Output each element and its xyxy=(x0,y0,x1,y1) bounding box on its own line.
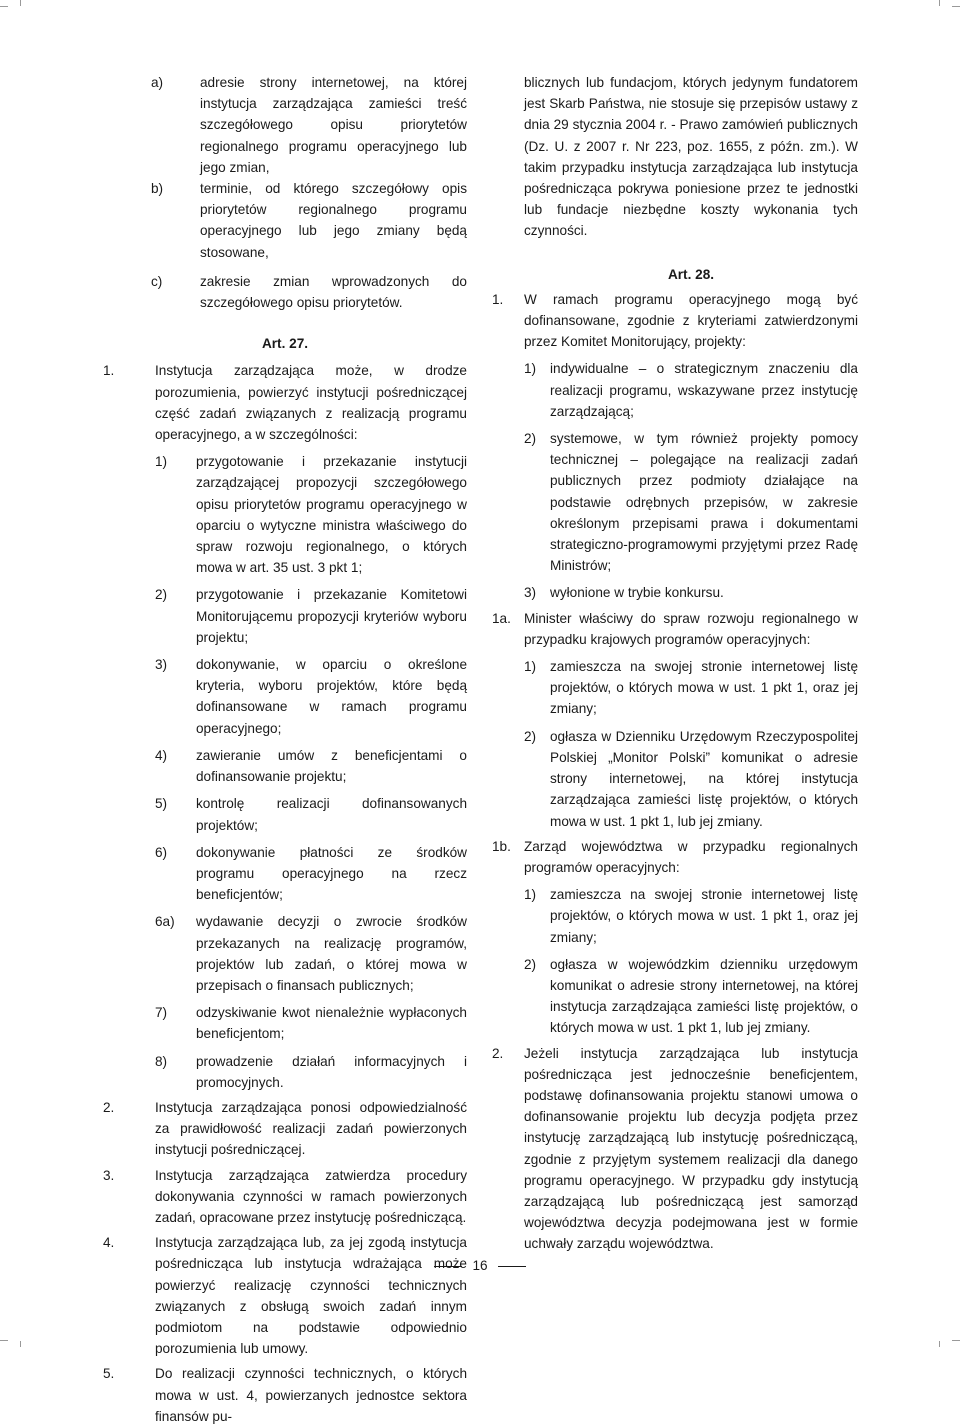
paragraph: 2. Instytucja zarządzająca ponosi odpowiedzialność za prawidłowość realizacji zadań powierzonych instytucji pośredniczącej. xyxy=(103,1099,467,1158)
list-item: 2) przygotowanie i przekazanie Komitetowi Monitorującemu propozycji kryteriów wyboru projektu; xyxy=(155,587,467,645)
list-item: 2) ogłasza w wojewódzkim dzienniku urzędowym komunikat o adresie strony internetowej, na której instytucja zarządzająca zamieści listę projektów, o których mowa w ust. 1 pkt 1, lub jej zmiany. xyxy=(524,956,858,1036)
paragraph: 1. Instytucja zarządzająca może, w drodze porozumienia, powierzyć instytucji pośredniczącej część zadań związanych z realizacją programu operacyjnego, a w szczególności: xyxy=(103,363,467,443)
list-item: 4) zawieranie umów z beneficjentami o dofinansowanie projektu; xyxy=(155,747,467,785)
paragraph: 1a. Minister właściwy do spraw rozwoju regionalnego w przypadku krajowych programów operacyjnych: xyxy=(492,610,858,647)
crop-mark xyxy=(952,6,960,7)
paragraph: 3. Instytucja zarządzająca zatwierdza procedury dokonywania czynności w ramach powierzonych zadań, opracowane przez instytucję pośredniczącą. xyxy=(103,1167,467,1225)
crop-mark xyxy=(0,6,8,7)
right-column xyxy=(492,72,858,1255)
list-item: 8) prowadzenie działań informacyjnych i promocyjnych. xyxy=(155,1053,467,1090)
list-item: 1) zamieszcza na swojej stronie internetowej listę projektów, o których mowa w ust. 1 pkt 1, oraz jej zmiany; xyxy=(524,887,858,945)
paragraph: 5. Do realizacji czynności technicznych, o których mowa w ust. 4, powierzanych jednostce sektora finansów pu- xyxy=(103,1366,467,1424)
left-column xyxy=(103,72,467,1427)
list-item: 7) odzyskiwanie kwot nienależnie wypłaconych beneficjentom; xyxy=(155,1005,467,1042)
page-footer xyxy=(0,1258,960,1273)
article-title: Art. 28. xyxy=(667,266,715,282)
paragraph: 1. W ramach programu operacyjnego mogą być dofinansowane, zgodnie z kryteriami zatwierdzonymi przez Komitet Monitorujący, projekty: xyxy=(492,291,858,350)
list-item: 6a) wydawanie decyzji o zwrocie środków przekazanych na realizację programów, projektów lub zadań, o której mowa w przepisach o finansach publicznych; xyxy=(155,914,467,993)
list-item: b) terminie, od którego szczegółowy opis priorytetów regionalnego programu operacyjnego lub jego zmiany będą stosowane, xyxy=(151,181,467,260)
article-title: Art. 27. xyxy=(261,336,309,352)
list-item: 1) przygotowanie i przekazanie instytucji zarządzającej propozycji szczegółowego opisu priorytetów programu operacyjnego w oparciu o wytyczne ministra właściwego do spraw rozwoju regionalnego, o których mowa w art. 35 ust. 3 pkt 1; xyxy=(155,454,467,576)
page-number: 16 xyxy=(472,1258,488,1273)
crop-mark xyxy=(20,0,21,6)
list-item: 1) indywidualne – o strategicznym znaczeniu dla realizacji programu, wskazywane przez instytucję zarządzającą; xyxy=(524,361,858,419)
paragraph: 1b. Zarząd województwa w przypadku regionalnych programów operacyjnych: xyxy=(492,838,858,875)
crop-mark xyxy=(952,1340,960,1341)
crop-mark xyxy=(20,1341,21,1347)
crop-mark xyxy=(939,1341,940,1347)
footer-rule xyxy=(498,1266,526,1267)
paragraph: 4. Instytucja zarządzająca lub, za jej zgodą instytucja pośrednicząca lub instytucja wdrażająca może powierzyć realizację czynności technicznych związanych z obsługą swoich zadań innym podmiotom na podstawie odpowiednio porozumienia lub umowy. xyxy=(103,1235,467,1357)
list-item: 5) kontrolę realizacji dofinansowanych projektów; xyxy=(155,796,467,833)
list-item: 6) dokonywanie płatności ze środków programu operacyjnego na rzecz beneficjentów; xyxy=(155,844,467,903)
list-item: 1) zamieszcza na swojej stronie internetowej listę projektów, o których mowa w ust. 1 pkt 1, oraz jej zmiany; xyxy=(524,659,858,717)
crop-mark xyxy=(939,0,940,6)
list-item: c) zakresie zmian wprowadzonych do szczegółowego opisu priorytetów. xyxy=(151,273,467,311)
list-item: 3) wyłonione w trybie konkursu. xyxy=(524,585,724,601)
paragraph: 2. Jeżeli instytucja zarządzająca lub instytucja pośrednicząca jest jednocześnie beneficjentem, podstawę dofinansowania projektu stanowi umowa o dofinansowanie projektu lub decyzja podjęta przez instytucję zarządzającą lub instytucję pośredniczącą, zgodnie z przyjętym systemem realizacji dla danego programu operacyjnego. W przypadku gdy instytucją zarządzającą lub pośredniczącą jest samorząd województwa decyzja podejmowana jest w formie uchwały zarządu województwa. xyxy=(492,1045,858,1252)
list-item: 2) systemowe, w tym również projekty pomocy technicznej – polegające na realizacji zadań publicznych przez podmioty działające na podstawie odrębnych przepisów, w zakresie określonym przepisami prawa i dokumentami strategiczno-programowymi przyjętymi przez Radę Ministrów; xyxy=(524,431,858,574)
paragraph: blicznych lub fundacjom, których jedynym fundatorem jest Skarb Państwa, nie stosuje się przepisów ustawy z dnia 29 stycznia 2004 r. - Prawo zamówień publicznych (Dz. U. z 2007 r. Nr 223, poz. 1655, z późn. zm.). W takim przypadku instytucja zarządzająca lub instytucja pośrednicząca pokrywa poniesione przez te jednostki lub fundacje niezbędne koszty wykonania tych czynności. xyxy=(524,75,858,239)
crop-mark xyxy=(0,1340,8,1341)
footer-rule xyxy=(434,1266,462,1267)
list-item: a) adresie strony internetowej, na której instytucja zarządzająca zamieści treść szczegółowego opisu priorytetów regionalnego programu operacyjnego lub jego zmian, xyxy=(151,75,467,175)
list-item: 2) ogłasza w Dzienniku Urzędowym Rzeczypospolitej Polskiej „Monitor Polski” komunikat o adresie strony internetowej, na której instytucja zarządzająca zamieści listę projektów, o których mowa w ust. 1 pkt 1, lub jej zmiany. xyxy=(524,728,858,829)
list-item: 3) dokonywanie, w oparciu o określone kryteria, wyboru projektów, które będą dofinansowane w ramach programu operacyjnego; xyxy=(155,657,467,736)
